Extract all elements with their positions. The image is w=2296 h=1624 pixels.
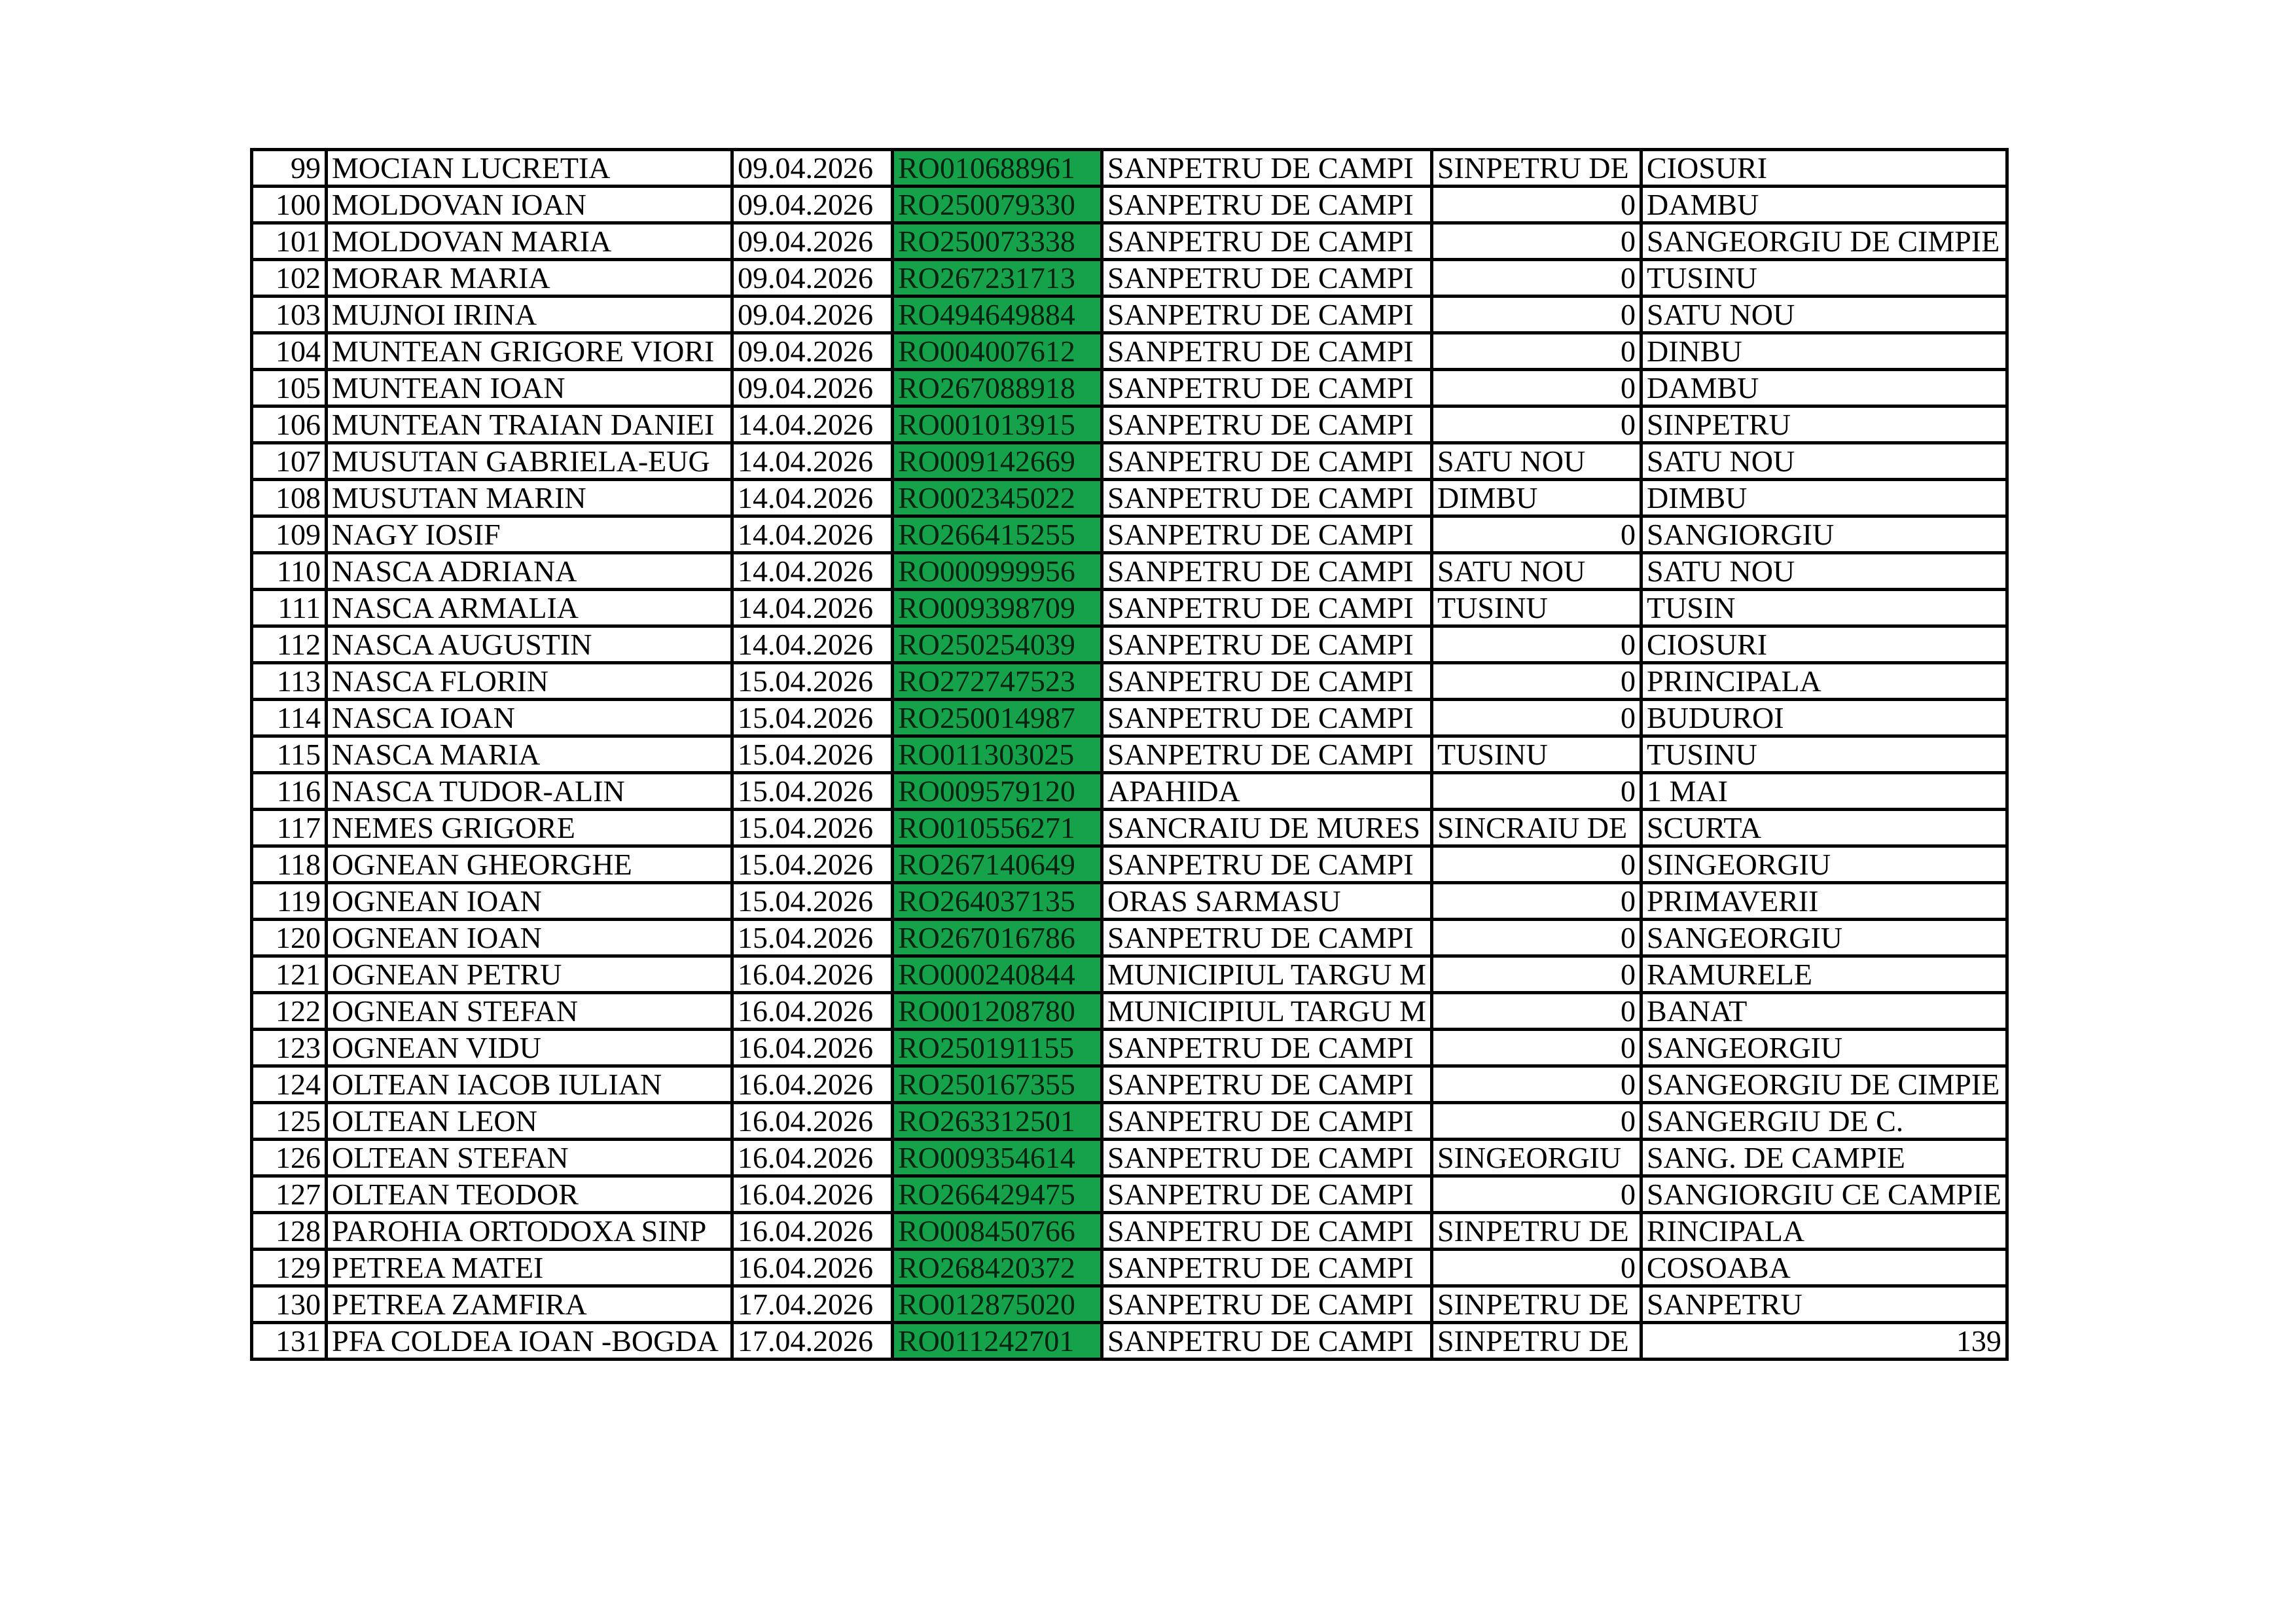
- street-cell: SINPETRU: [1641, 406, 2007, 443]
- code-cell: [893, 260, 1102, 297]
- row-number-cell: 131: [252, 1323, 327, 1360]
- row-number-cell: 100: [252, 187, 327, 223]
- code-text: RO011242701: [898, 1324, 1075, 1358]
- name-cell: OGNEAN VIDU: [327, 1030, 732, 1066]
- row-number-cell: 110: [252, 553, 327, 590]
- code-text: RO010688961: [898, 151, 1075, 185]
- village-cell: 0: [1432, 1030, 1641, 1066]
- street-cell: SANGEORGIU: [1641, 920, 2007, 956]
- name-cell: OGNEAN GHEORGHE: [327, 846, 732, 883]
- date-cell: 14.04.2026: [732, 626, 893, 663]
- code-cell: [893, 1250, 1102, 1286]
- code-cell: [893, 406, 1102, 443]
- village-cell: SINPETRU DE: [1432, 1286, 1641, 1323]
- code-cell: [893, 516, 1102, 553]
- code-cell: [893, 553, 1102, 590]
- village-cell: 0: [1432, 993, 1641, 1030]
- table-row: [252, 1030, 2007, 1066]
- code-text: RO267140649: [898, 848, 1075, 881]
- code-cell: [893, 810, 1102, 846]
- locality-cell: SANPETRU DE CAMPI: [1102, 260, 1432, 297]
- name-cell: OGNEAN IOAN: [327, 883, 732, 920]
- village-cell: TUSINU: [1432, 736, 1641, 773]
- village-cell: SINPETRU DE: [1432, 1323, 1641, 1360]
- name-cell: OLTEAN STEFAN: [327, 1140, 732, 1176]
- street-cell: SANGEORGIU DE CIMPIE: [1641, 1066, 2007, 1103]
- locality-cell: SANPETRU DE CAMPI: [1102, 370, 1432, 406]
- date-cell: 09.04.2026: [732, 333, 893, 370]
- code-cell: [893, 443, 1102, 480]
- row-number-cell: 126: [252, 1140, 327, 1176]
- date-cell: 09.04.2026: [732, 150, 893, 187]
- row-number-cell: 105: [252, 370, 327, 406]
- street-cell: SANGIORGIU CE CAMPIE: [1641, 1176, 2007, 1213]
- data-table: [250, 148, 2009, 1361]
- code-text: RO009398709: [898, 591, 1075, 624]
- row-number-cell: 129: [252, 1250, 327, 1286]
- village-cell: 0: [1432, 516, 1641, 553]
- name-cell: PFA COLDEA IOAN -BOGDA: [327, 1323, 732, 1360]
- date-cell: 14.04.2026: [732, 516, 893, 553]
- date-cell: 15.04.2026: [732, 846, 893, 883]
- code-text: RO000240844: [898, 958, 1075, 991]
- table-row: [252, 260, 2007, 297]
- locality-cell: SANPETRU DE CAMPI: [1102, 1140, 1432, 1176]
- code-cell: [893, 297, 1102, 333]
- code-cell: [893, 883, 1102, 920]
- street-cell: CIOSURI: [1641, 626, 2007, 663]
- street-cell: SANGEORGIU: [1641, 1030, 2007, 1066]
- table-row: [252, 1286, 2007, 1323]
- locality-cell: ORAS SARMASU: [1102, 883, 1432, 920]
- code-text: RO264037135: [898, 884, 1075, 918]
- table-row: [252, 1213, 2007, 1250]
- locality-cell: SANPETRU DE CAMPI: [1102, 406, 1432, 443]
- table-row: [252, 187, 2007, 223]
- table-row: [252, 553, 2007, 590]
- locality-cell: SANPETRU DE CAMPI: [1102, 333, 1432, 370]
- street-cell: PRINCIPALA: [1641, 663, 2007, 700]
- village-cell: 0: [1432, 260, 1641, 297]
- row-number-cell: 107: [252, 443, 327, 480]
- code-cell: [893, 223, 1102, 260]
- village-cell: SINCRAIU DE: [1432, 810, 1641, 846]
- code-text: RO263312501: [898, 1104, 1075, 1138]
- code-text: RO267088918: [898, 371, 1075, 405]
- street-cell: CIOSURI: [1641, 150, 2007, 187]
- locality-cell: SANPETRU DE CAMPI: [1102, 1176, 1432, 1213]
- table-row: [252, 1103, 2007, 1140]
- village-cell: SINPETRU DE: [1432, 1213, 1641, 1250]
- table-row: [252, 883, 2007, 920]
- row-number-cell: 125: [252, 1103, 327, 1140]
- row-number-cell: 101: [252, 223, 327, 260]
- code-cell: [893, 626, 1102, 663]
- table-row: [252, 443, 2007, 480]
- code-cell: [893, 1066, 1102, 1103]
- street-cell: 139: [1641, 1323, 2007, 1360]
- date-cell: 17.04.2026: [732, 1286, 893, 1323]
- table-row: [252, 700, 2007, 736]
- date-cell: 16.04.2026: [732, 1140, 893, 1176]
- village-cell: 0: [1432, 1103, 1641, 1140]
- row-number-cell: 115: [252, 736, 327, 773]
- village-cell: 0: [1432, 663, 1641, 700]
- locality-cell: SANPETRU DE CAMPI: [1102, 1103, 1432, 1140]
- name-cell: MUNTEAN IOAN: [327, 370, 732, 406]
- row-number-cell: 128: [252, 1213, 327, 1250]
- code-cell: [893, 993, 1102, 1030]
- name-cell: NASCA TUDOR-ALIN: [327, 773, 732, 810]
- village-cell: 0: [1432, 626, 1641, 663]
- name-cell: MOLDOVAN MARIA: [327, 223, 732, 260]
- street-cell: DINBU: [1641, 333, 2007, 370]
- village-cell: 0: [1432, 920, 1641, 956]
- name-cell: MUSUTAN GABRIELA-EUG: [327, 443, 732, 480]
- table-row: [252, 333, 2007, 370]
- locality-cell: SANPETRU DE CAMPI: [1102, 1286, 1432, 1323]
- date-cell: 14.04.2026: [732, 443, 893, 480]
- name-cell: OGNEAN STEFAN: [327, 993, 732, 1030]
- row-number-cell: 112: [252, 626, 327, 663]
- table-row: [252, 590, 2007, 626]
- code-cell: [893, 920, 1102, 956]
- code-cell: [893, 956, 1102, 993]
- locality-cell: SANPETRU DE CAMPI: [1102, 480, 1432, 516]
- table-row: [252, 150, 2007, 187]
- table-row: [252, 223, 2007, 260]
- village-cell: 0: [1432, 187, 1641, 223]
- code-text: RO268420372: [898, 1251, 1075, 1284]
- village-cell: 0: [1432, 297, 1641, 333]
- row-number-cell: 119: [252, 883, 327, 920]
- date-cell: 16.04.2026: [732, 1030, 893, 1066]
- date-cell: 14.04.2026: [732, 406, 893, 443]
- street-cell: SATU NOU: [1641, 297, 2007, 333]
- date-cell: 16.04.2026: [732, 1213, 893, 1250]
- locality-cell: SANPETRU DE CAMPI: [1102, 443, 1432, 480]
- name-cell: MOLDOVAN IOAN: [327, 187, 732, 223]
- code-cell: [893, 700, 1102, 736]
- code-cell: [893, 1323, 1102, 1360]
- street-cell: TUSINU: [1641, 260, 2007, 297]
- name-cell: NASCA ARMALIA: [327, 590, 732, 626]
- name-cell: NAGY IOSIF: [327, 516, 732, 553]
- name-cell: PETREA MATEI: [327, 1250, 732, 1286]
- name-cell: MORAR MARIA: [327, 260, 732, 297]
- locality-cell: SANPETRU DE CAMPI: [1102, 590, 1432, 626]
- village-cell: 0: [1432, 956, 1641, 993]
- date-cell: 16.04.2026: [732, 1250, 893, 1286]
- locality-cell: SANPETRU DE CAMPI: [1102, 150, 1432, 187]
- row-number-cell: 124: [252, 1066, 327, 1103]
- code-cell: [893, 1030, 1102, 1066]
- locality-cell: SANPETRU DE CAMPI: [1102, 736, 1432, 773]
- village-cell: 0: [1432, 406, 1641, 443]
- row-number-cell: 114: [252, 700, 327, 736]
- locality-cell: SANPETRU DE CAMPI: [1102, 1066, 1432, 1103]
- row-number-cell: 116: [252, 773, 327, 810]
- name-cell: NASCA IOAN: [327, 700, 732, 736]
- village-cell: 0: [1432, 883, 1641, 920]
- name-cell: MUSUTAN MARIN: [327, 480, 732, 516]
- code-text: RO002345022: [898, 481, 1075, 514]
- table-row: [252, 626, 2007, 663]
- street-cell: SANG. DE CAMPIE: [1641, 1140, 2007, 1176]
- locality-cell: SANPETRU DE CAMPI: [1102, 920, 1432, 956]
- locality-cell: MUNICIPIUL TARGU M: [1102, 956, 1432, 993]
- code-text: RO267231713: [898, 261, 1075, 295]
- street-cell: SATU NOU: [1641, 443, 2007, 480]
- table-row: [252, 480, 2007, 516]
- row-number-cell: 130: [252, 1286, 327, 1323]
- locality-cell: SANCRAIU DE MURES: [1102, 810, 1432, 846]
- table-row: [252, 297, 2007, 333]
- table-row: [252, 1140, 2007, 1176]
- locality-cell: SANPETRU DE CAMPI: [1102, 1250, 1432, 1286]
- street-cell: BANAT: [1641, 993, 2007, 1030]
- table-row: [252, 993, 2007, 1030]
- street-cell: SINGEORGIU: [1641, 846, 2007, 883]
- locality-cell: MUNICIPIUL TARGU M: [1102, 993, 1432, 1030]
- village-cell: SINGEORGIU: [1432, 1140, 1641, 1176]
- table-row: [252, 1250, 2007, 1286]
- row-number-cell: 109: [252, 516, 327, 553]
- date-cell: 09.04.2026: [732, 297, 893, 333]
- street-cell: BUDUROI: [1641, 700, 2007, 736]
- code-text: RO267016786: [898, 921, 1075, 954]
- locality-cell: SANPETRU DE CAMPI: [1102, 1323, 1432, 1360]
- code-cell: [893, 1140, 1102, 1176]
- code-cell: [893, 370, 1102, 406]
- code-text: RO250014987: [898, 701, 1075, 734]
- name-cell: MUNTEAN TRAIAN DANIEI: [327, 406, 732, 443]
- row-number-cell: 121: [252, 956, 327, 993]
- street-cell: RAMURELE: [1641, 956, 2007, 993]
- locality-cell: APAHIDA: [1102, 773, 1432, 810]
- table-body: [252, 150, 2007, 1360]
- row-number-cell: 120: [252, 920, 327, 956]
- street-cell: TUSINU: [1641, 736, 2007, 773]
- date-cell: 15.04.2026: [732, 810, 893, 846]
- name-cell: MUNTEAN GRIGORE VIORI: [327, 333, 732, 370]
- locality-cell: SANPETRU DE CAMPI: [1102, 1213, 1432, 1250]
- code-text: RO012875020: [898, 1288, 1075, 1321]
- village-cell: 0: [1432, 223, 1641, 260]
- code-text: RO250167355: [898, 1068, 1075, 1101]
- street-cell: SATU NOU: [1641, 553, 2007, 590]
- row-number-cell: 113: [252, 663, 327, 700]
- row-number-cell: 108: [252, 480, 327, 516]
- date-cell: 15.04.2026: [732, 883, 893, 920]
- row-number-cell: 122: [252, 993, 327, 1030]
- name-cell: NASCA AUGUSTIN: [327, 626, 732, 663]
- table-row: [252, 920, 2007, 956]
- row-number-cell: 118: [252, 846, 327, 883]
- row-number-cell: 99: [252, 150, 327, 187]
- street-cell: TUSIN: [1641, 590, 2007, 626]
- table-row: [252, 370, 2007, 406]
- village-cell: 0: [1432, 1176, 1641, 1213]
- code-cell: [893, 1213, 1102, 1250]
- table-row: [252, 1176, 2007, 1213]
- code-text: RO011303025: [898, 738, 1075, 771]
- table-row: [252, 773, 2007, 810]
- name-cell: NASCA FLORIN: [327, 663, 732, 700]
- name-cell: OGNEAN IOAN: [327, 920, 732, 956]
- code-text: RO250073338: [898, 225, 1075, 258]
- locality-cell: SANPETRU DE CAMPI: [1102, 187, 1432, 223]
- code-text: RO494649884: [898, 298, 1075, 331]
- date-cell: 16.04.2026: [732, 1176, 893, 1213]
- date-cell: 09.04.2026: [732, 187, 893, 223]
- code-cell: [893, 187, 1102, 223]
- date-cell: 16.04.2026: [732, 1103, 893, 1140]
- code-text: RO008450766: [898, 1214, 1075, 1248]
- village-cell: SATU NOU: [1432, 443, 1641, 480]
- row-number-cell: 117: [252, 810, 327, 846]
- code-cell: [893, 480, 1102, 516]
- name-cell: PAROHIA ORTODOXA SINP: [327, 1213, 732, 1250]
- locality-cell: SANPETRU DE CAMPI: [1102, 1030, 1432, 1066]
- table-row: [252, 810, 2007, 846]
- code-text: RO250191155: [898, 1031, 1075, 1064]
- code-text: RO001208780: [898, 994, 1075, 1028]
- village-cell: 0: [1432, 370, 1641, 406]
- table-row: [252, 1323, 2007, 1360]
- code-text: RO266415255: [898, 518, 1075, 551]
- code-text: RO001013915: [898, 408, 1075, 441]
- date-cell: 14.04.2026: [732, 590, 893, 626]
- table-row: [252, 663, 2007, 700]
- code-cell: [893, 773, 1102, 810]
- village-cell: 0: [1432, 700, 1641, 736]
- code-text: RO000999956: [898, 554, 1075, 588]
- date-cell: 09.04.2026: [732, 260, 893, 297]
- code-cell: [893, 736, 1102, 773]
- village-cell: SINPETRU DE: [1432, 150, 1641, 187]
- date-cell: 15.04.2026: [732, 920, 893, 956]
- village-cell: SATU NOU: [1432, 553, 1641, 590]
- name-cell: NASCA MARIA: [327, 736, 732, 773]
- code-text: RO250254039: [898, 628, 1075, 661]
- code-cell: [893, 1103, 1102, 1140]
- date-cell: 16.04.2026: [732, 956, 893, 993]
- date-cell: 16.04.2026: [732, 1066, 893, 1103]
- locality-cell: SANPETRU DE CAMPI: [1102, 553, 1432, 590]
- table-row: [252, 736, 2007, 773]
- code-text: RO250079330: [898, 188, 1075, 221]
- code-text: RO272747523: [898, 664, 1075, 698]
- name-cell: OLTEAN IACOB IULIAN: [327, 1066, 732, 1103]
- row-number-cell: 127: [252, 1176, 327, 1213]
- street-cell: SANGERGIU DE C.: [1641, 1103, 2007, 1140]
- name-cell: OLTEAN LEON: [327, 1103, 732, 1140]
- name-cell: MOCIAN LUCRETIA: [327, 150, 732, 187]
- date-cell: 15.04.2026: [732, 700, 893, 736]
- village-cell: 0: [1432, 846, 1641, 883]
- name-cell: PETREA ZAMFIRA: [327, 1286, 732, 1323]
- code-cell: [893, 333, 1102, 370]
- locality-cell: SANPETRU DE CAMPI: [1102, 846, 1432, 883]
- code-text: RO009579120: [898, 774, 1075, 808]
- code-text: RO004007612: [898, 334, 1075, 368]
- row-number-cell: 102: [252, 260, 327, 297]
- table-row: [252, 516, 2007, 553]
- code-text: RO009354614: [898, 1141, 1075, 1174]
- street-cell: SANGEORGIU DE CIMPIE: [1641, 223, 2007, 260]
- date-cell: 15.04.2026: [732, 663, 893, 700]
- village-cell: DIMBU: [1432, 480, 1641, 516]
- street-cell: SCURTA: [1641, 810, 2007, 846]
- street-cell: DIMBU: [1641, 480, 2007, 516]
- code-cell: [893, 150, 1102, 187]
- row-number-cell: 104: [252, 333, 327, 370]
- row-number-cell: 103: [252, 297, 327, 333]
- date-cell: 15.04.2026: [732, 736, 893, 773]
- village-cell: 0: [1432, 1250, 1641, 1286]
- name-cell: NASCA ADRIANA: [327, 553, 732, 590]
- locality-cell: SANPETRU DE CAMPI: [1102, 297, 1432, 333]
- street-cell: DAMBU: [1641, 370, 2007, 406]
- table-row: [252, 956, 2007, 993]
- date-cell: 09.04.2026: [732, 223, 893, 260]
- street-cell: COSOABA: [1641, 1250, 2007, 1286]
- code-cell: [893, 846, 1102, 883]
- table-row: [252, 1066, 2007, 1103]
- street-cell: RINCIPALA: [1641, 1213, 2007, 1250]
- name-cell: OLTEAN TEODOR: [327, 1176, 732, 1213]
- code-text: RO010556271: [898, 811, 1075, 844]
- date-cell: 14.04.2026: [732, 553, 893, 590]
- village-cell: TUSINU: [1432, 590, 1641, 626]
- code-cell: [893, 663, 1102, 700]
- table-row: [252, 406, 2007, 443]
- code-text: RO009142669: [898, 444, 1075, 478]
- date-cell: 09.04.2026: [732, 370, 893, 406]
- village-cell: 0: [1432, 773, 1641, 810]
- date-cell: 16.04.2026: [732, 993, 893, 1030]
- locality-cell: SANPETRU DE CAMPI: [1102, 626, 1432, 663]
- locality-cell: SANPETRU DE CAMPI: [1102, 700, 1432, 736]
- street-cell: SANGIORGIU: [1641, 516, 2007, 553]
- code-text: RO266429475: [898, 1178, 1075, 1211]
- locality-cell: SANPETRU DE CAMPI: [1102, 516, 1432, 553]
- street-cell: 1 MAI: [1641, 773, 2007, 810]
- street-cell: DAMBU: [1641, 187, 2007, 223]
- row-number-cell: 123: [252, 1030, 327, 1066]
- code-cell: [893, 590, 1102, 626]
- locality-cell: SANPETRU DE CAMPI: [1102, 223, 1432, 260]
- street-cell: SANPETRU: [1641, 1286, 2007, 1323]
- village-cell: 0: [1432, 1066, 1641, 1103]
- code-cell: [893, 1176, 1102, 1213]
- village-cell: 0: [1432, 333, 1641, 370]
- row-number-cell: 106: [252, 406, 327, 443]
- locality-cell: SANPETRU DE CAMPI: [1102, 663, 1432, 700]
- code-cell: [893, 1286, 1102, 1323]
- name-cell: MUJNOI IRINA: [327, 297, 732, 333]
- date-cell: 17.04.2026: [732, 1323, 893, 1360]
- name-cell: OGNEAN PETRU: [327, 956, 732, 993]
- date-cell: 15.04.2026: [732, 773, 893, 810]
- date-cell: 14.04.2026: [732, 480, 893, 516]
- row-number-cell: 111: [252, 590, 327, 626]
- name-cell: NEMES GRIGORE: [327, 810, 732, 846]
- table-row: [252, 846, 2007, 883]
- street-cell: PRIMAVERII: [1641, 883, 2007, 920]
